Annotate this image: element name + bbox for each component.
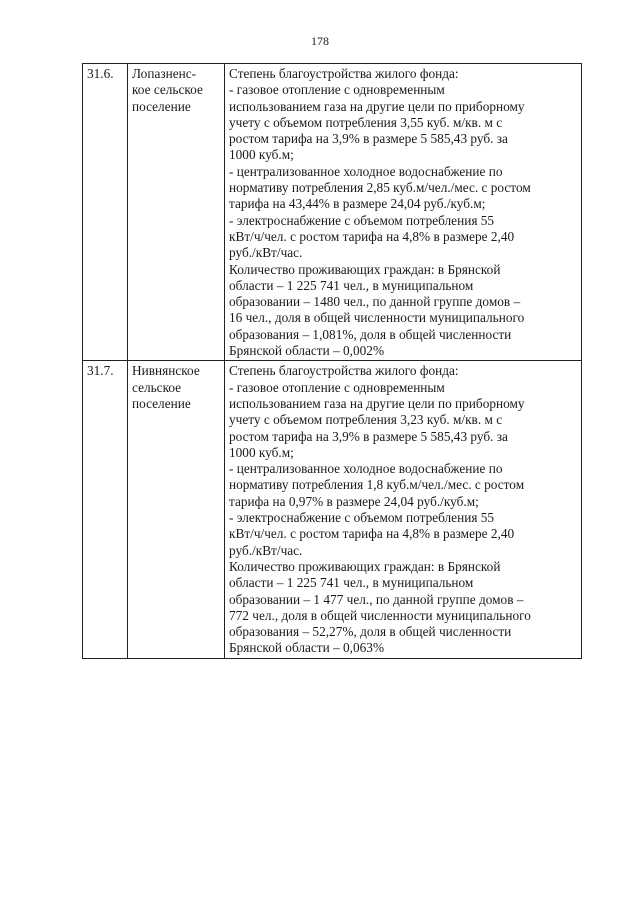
text-line: образования – 1,081%, доля в общей численности bbox=[229, 326, 512, 342]
settlement-description bbox=[225, 361, 582, 658]
page-number: 178 bbox=[311, 34, 329, 48]
text-line: - централизованное холодное водоснабжение по bbox=[229, 461, 503, 477]
text-line: ростом тарифа на 3,9% в размере 5 585,43 руб. за bbox=[229, 131, 508, 147]
settlements-table bbox=[82, 63, 582, 659]
text-line: тарифа на 43,44% в размере 24,04 руб./куб.м; bbox=[229, 196, 486, 212]
settlement-name bbox=[128, 64, 225, 361]
text-line: 1000 куб.м; bbox=[229, 147, 294, 163]
text-line: области – 1 225 741 чел., в муниципальном bbox=[229, 575, 474, 591]
text-line: - централизованное холодное водоснабжение по bbox=[229, 163, 503, 179]
text-line: нормативу потребления 1,8 куб.м/чел./мес. с ростом bbox=[229, 477, 525, 493]
text-line: Степень благоустройства жилого фонда: bbox=[229, 66, 459, 81]
text-line: - электроснабжение с объемом потребления 55 bbox=[229, 510, 495, 526]
text-line: ростом тарифа на 3,9% в размере 5 585,43 руб. за bbox=[229, 428, 508, 444]
text-line: Количество проживающих граждан: в Брянской bbox=[229, 558, 501, 574]
text-line: руб./кВт/час. bbox=[229, 245, 303, 261]
name-line: Лопазненс- bbox=[132, 66, 197, 81]
text-line: кВт/ч/чел. с ростом тарифа на 4,8% в размере 2,40 bbox=[229, 228, 515, 244]
text-line: 772 чел., доля в общей численности муниципального bbox=[229, 607, 531, 623]
name-line: поселение bbox=[132, 395, 191, 411]
text-line: Степень благоустройства жилого фонда: bbox=[229, 363, 459, 379]
settlement-description bbox=[225, 64, 582, 361]
text-line: образовании – 1 477 чел., по данной группе домов – bbox=[229, 591, 524, 607]
text-line: кВт/ч/чел. с ростом тарифа на 4,8% в размере 2,40 bbox=[229, 526, 515, 542]
text-line: образования – 52,27%, доля в общей численности bbox=[229, 624, 512, 640]
settlement-name bbox=[128, 361, 225, 658]
text-line: - газовое отопление с одновременным bbox=[229, 379, 445, 395]
text-line: - электроснабжение с объемом потребления 55 bbox=[229, 212, 495, 228]
name-line: Нивнянское bbox=[132, 363, 200, 379]
text-line: образовании – 1480 чел., по данной группе домов – bbox=[229, 294, 521, 310]
text-line: учету с объемом потребления 3,55 куб. м/кв. м с bbox=[229, 114, 503, 130]
text-line: учету с объемом потребления 3,23 куб. м/кв. м с bbox=[229, 412, 503, 428]
row-number: 31.6. bbox=[83, 64, 128, 361]
text-line: тарифа на 0,97% в размере 24,04 руб./куб.м; bbox=[229, 493, 479, 509]
text-line: Количество проживающих граждан: в Брянской bbox=[229, 261, 501, 277]
name-line: поселение bbox=[132, 98, 191, 114]
table-row bbox=[83, 64, 582, 361]
name-line: сельское bbox=[132, 379, 182, 395]
text-line: руб./кВт/час. bbox=[229, 542, 303, 558]
text-line: Брянской области – 0,002% bbox=[229, 343, 385, 359]
text-line: Брянской области – 0,063% bbox=[229, 640, 385, 656]
table-row bbox=[83, 361, 582, 658]
text-line: - газовое отопление с одновременным bbox=[229, 82, 445, 98]
text-line: нормативу потребления 2,85 куб.м/чел./мес. с ростом bbox=[229, 180, 531, 196]
text-line: использованием газа на другие цели по приборному bbox=[229, 98, 525, 114]
text-line: области – 1 225 741 чел., в муниципальном bbox=[229, 277, 474, 293]
text-line: 1000 куб.м; bbox=[229, 444, 294, 460]
text-line: использованием газа на другие цели по приборному bbox=[229, 395, 525, 411]
name-line: кое сельское bbox=[132, 82, 203, 98]
row-number: 31.7. bbox=[83, 361, 128, 658]
text-line: 16 чел., доля в общей численности муниципального bbox=[229, 310, 525, 326]
